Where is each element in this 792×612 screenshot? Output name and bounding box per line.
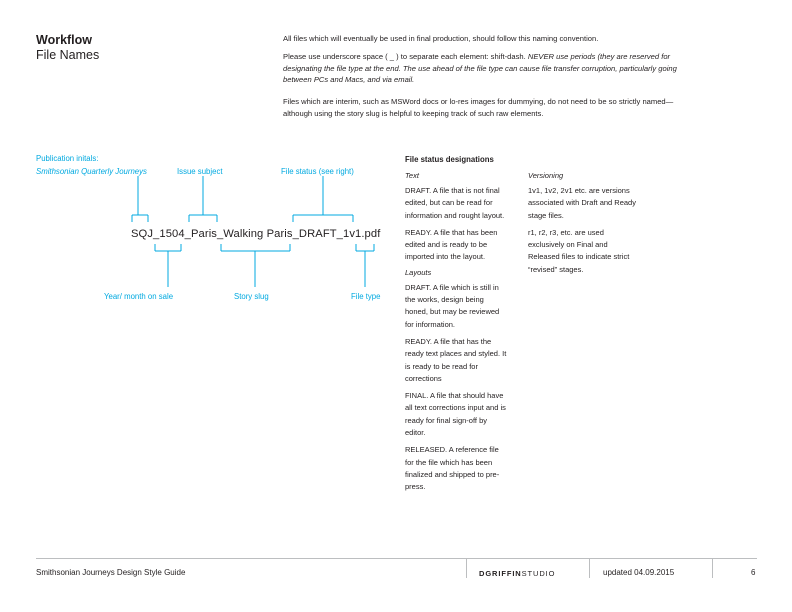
bracket-publication — [132, 176, 148, 222]
studio-logo-rest: STUDIO — [521, 569, 556, 578]
intro-paragraph-2-warning: NEVER use periods (they are reserved for designating the file type at the end. The use ahead of the file type can cause file transfer corruption, particularly going between PCs and Macs, and via email. — [283, 52, 677, 85]
story-slug-label: Story slug — [234, 292, 269, 301]
status-text-column — [405, 171, 508, 494]
versioning-final-released: r1, r2, r3, etc. are used exclusively on Final and Released files to indicate strict “revised” stages. — [528, 227, 630, 274]
page-number: 6 — [751, 568, 756, 577]
publication-initials-label: Publication initals: — [36, 154, 99, 163]
text-draft: DRAFT. A file that is not final edited, but can be read for information and rought layout. — [405, 186, 505, 220]
year-month-label: Year/ month on sale — [104, 292, 174, 301]
layout-ready: READY. A file that has the ready text places and styled. It is ready to be read for corrections — [405, 336, 507, 383]
page-subtitle: File Names — [36, 48, 100, 62]
file-status-label: File status (see right) — [281, 167, 354, 176]
issue-subject-label: Issue subject — [177, 167, 223, 176]
example-filename: SQJ_1504_Paris_Walking Paris_DRAFT_1v1.pdf — [131, 228, 381, 240]
status-versioning-column — [528, 171, 640, 276]
footer-divider-3 — [712, 559, 713, 578]
layout-released: RELEASED. A reference file for the file which has been finalized and shipped to pre-press. — [405, 445, 500, 492]
layout-draft: DRAFT. A file which is still in the works, design being honed, but may be reviewed for information. — [405, 282, 500, 329]
text-section-heading: Text — [405, 171, 419, 180]
status-heading: File status designations — [405, 155, 494, 164]
text-ready: READY. A file that has been edited and is ready to be imported into the layout. — [405, 227, 498, 262]
studio-logo-bold: DGRIFFIN — [479, 569, 522, 578]
bracket-filetype — [356, 244, 374, 287]
studio-logo — [479, 569, 555, 578]
versioning-draft-ready: 1v1, 1v2, 2v1 etc. are versions associated with Draft and Ready stage files. — [528, 186, 636, 220]
intro-paragraph-3: Files which are interim, such as MSWord docs or lo-res images for dummying, do not need to be so strictly named— although using the story slug is helpful to keeping track of such raw elements. — [283, 97, 674, 118]
layout-final: FINAL. A file that should have all text corrections input and is ready for final sign-off by editor. — [405, 391, 506, 438]
bracket-issue — [189, 176, 217, 222]
footer-rule — [36, 558, 757, 559]
versioning-section-heading: Versioning — [528, 171, 564, 180]
bracket-status — [293, 176, 353, 222]
bracket-slug — [221, 244, 290, 287]
footer-updated-date: updated 04.09.2015 — [603, 568, 675, 577]
publication-name-label: Smithsonian Quarterly Journeys — [36, 167, 147, 176]
layouts-section-heading: Layouts — [405, 267, 432, 277]
page-title: Workflow — [36, 33, 93, 47]
footer-guide-title: Smithsonian Journeys Design Style Guide — [36, 568, 186, 577]
footer-divider-1 — [466, 559, 467, 578]
intro-paragraph-2-lead: Please use underscore space ( _ ) to separate each element: shift-dash. — [283, 52, 526, 61]
file-type-label: File type — [351, 292, 381, 301]
intro-paragraph-1: All files which will eventually be used in final production, should follow this naming convention. — [283, 34, 599, 43]
bracket-yearmonth — [155, 244, 181, 287]
footer-divider-2 — [589, 559, 590, 578]
